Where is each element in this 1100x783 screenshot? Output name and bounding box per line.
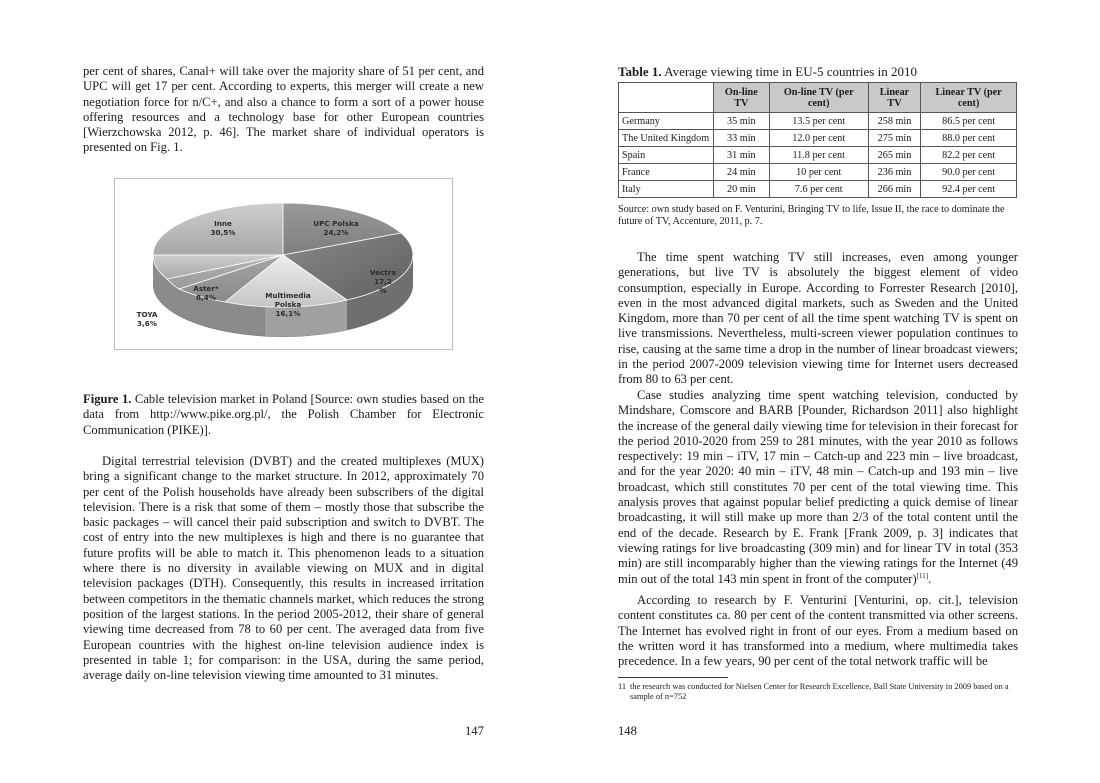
table-cell-linear-pct: 92.4 per cent	[921, 181, 1017, 198]
pie-label-upc-name: UPC Polska	[313, 219, 359, 228]
table-cell-country: France	[619, 164, 714, 181]
table-row	[619, 113, 1017, 130]
table-cell-online: 20 min	[714, 181, 770, 198]
table-cell-online: 35 min	[714, 113, 770, 130]
table-cell-online-pct: 7.6 per cent	[769, 181, 868, 198]
figure-caption-label: Figure 1.	[83, 392, 132, 406]
table-cell-online: 33 min	[714, 130, 770, 147]
pie-label-multimedia-name1: Multimedia	[265, 291, 311, 300]
table-title-label: Table 1.	[618, 64, 662, 79]
table-title	[618, 64, 917, 80]
table-cell-linear: 275 min	[868, 130, 920, 147]
footnote-divider	[618, 677, 728, 678]
figure-caption	[83, 392, 484, 438]
table-header-linear-tv-pct: Linear TV (per cent)	[921, 83, 1017, 113]
pie-label-toya-value: 3,6%	[137, 319, 157, 328]
pie-label-inne-value: 30,5%	[210, 228, 236, 237]
table-row	[619, 164, 1017, 181]
table-cell-online-pct: 13.5 per cent	[769, 113, 868, 130]
table-header-row	[619, 83, 1017, 113]
table-row	[619, 130, 1017, 147]
table-cell-online: 31 min	[714, 147, 770, 164]
pie-label-toya-name: TOYA	[136, 310, 158, 319]
pie-label-multimedia-value: 16,1%	[275, 309, 301, 318]
pie-label-vectra-name: Vectra	[369, 268, 397, 277]
paragraph-live-tv: The time spent watching TV still increases, even among younger generations, but live TV is absolutely the biggest element of video consumption, especially in Europe. According to Forrester Research [2010], even in the most advanced digital markets, such as Sweden and the United Kingdom, more than 70 per cent of all the time spent watching TV is spent on live transmissions. Nevertheless, multi-screen viewer population continues to rise, causing at the same time a drop in the number of linear broadcast viewers; in the period 2007-2009 television viewing time for Internet users decreased from 80 to 63 per cent.	[618, 250, 1018, 387]
table-cell-online-pct: 12.0 per cent	[769, 130, 868, 147]
table-cell-linear-pct: 82.2 per cent	[921, 147, 1017, 164]
paragraph-case-studies-end: .	[928, 571, 932, 586]
table-cell-country: Italy	[619, 181, 714, 198]
intro-paragraph: per cent of shares, Canal+ will take over the majority share of 51 per cent, and UPC will get 17 per cent. According to experts, this merger will create a new negotiation force for n/C+, and also a chance to form a sort of a power house offering resources and a technology base for other European countries [Wierzchowska 2012, p. 46]. The market share of individual operators is presented on Fig. 1.	[83, 64, 484, 155]
pie-label-aster-value: 8,4%	[196, 293, 216, 302]
paragraph-case-studies-text: Case studies analyzing time spent watching television, conducted by Mindshare, Comscore and BARB [Pounder, Richardson 2011] also highlight the increase of the general daily viewing time for television in their forecast for the period 2010-2020 from 259 to 281 minutes, with the year 2010 as follows respectively: 19 min – iTV, 17 min – Catch-up and 223 min – live broadcast, and for the year 2020: 40 min – iTV, 48 min – Catch-up and 193 min – live broadcast, which still constitutes 70 per cent of the total viewing time. This analysis proves that against popular belief predicting a quick demise of linear broadcasting, it will still make up more than 2/3 of the total content until the end of the decade. Research by E. Frank [Frank 2009, p. 3] indicates that viewing ratings for live broadcasting (309 min) and for linear TV in total (353 min) are still incomparably higher than the viewing ratings for the Internet (49 min out of the total 143 min spent in front of the computer)	[618, 388, 1018, 586]
paragraph-venturini: According to research by F. Venturini [Venturini, op. cit.], television content constitutes ca. 80 per cent of the content transmitted via other screens. The Internet has evolved right in front of our eyes. From a medium based on the written word it has transformed into a medium, where multimedia takes precedence. In a few years, 90 per cent of the total network traffic will be	[618, 593, 1018, 669]
pie-chart	[115, 179, 452, 349]
footnote-reference: [11]	[916, 571, 929, 580]
footnote-text: the research was conducted for Nielsen Center for Research Excellence, Ball State University in 2009 based on a sample of n=752	[630, 682, 1009, 702]
table-cell-linear: 265 min	[868, 147, 920, 164]
dvbt-paragraph: Digital terrestrial television (DVBT) and the created multiplexes (MUX) bring a significant change to the market structure. In 2012, approximately 70 per cent of the Polish households have already been subscribers of the digital television. There is a risk that some of them – mostly those that subscribe the basic packages – will cancel their paid subscription and switch to DVBT. The cost of entry into the new multiplexes is high and there is no guarantee that future profits will be able to match it. This phenomenon leads to a situation where there is no diversity in available viewing on MUX and in digital television packages (DTH). Consequently, this results in increased irritation between competitors in the thematic channels market, which reduces the strong position of the largest stations. In the period 2005-2012, their share of general viewing time decreased from 78 to 60 per cent. The averaged data from five European countries with the highest on-line television audience index is presented in table 1; for comparison: in the USA, during the same period, average daily on-line television viewing time amounted to 31 minutes.	[83, 454, 484, 683]
pie-label-upc-value: 24,2%	[323, 228, 349, 237]
footnote-number: 11	[618, 682, 627, 691]
table-cell-country: Germany	[619, 113, 714, 130]
pie-label-aster-name: Aster*	[193, 284, 219, 293]
page-number-right: 148	[618, 724, 637, 738]
table-cell-linear: 258 min	[868, 113, 920, 130]
table-cell-linear-pct: 86.5 per cent	[921, 113, 1017, 130]
footnote	[618, 682, 1018, 703]
table-cell-online: 24 min	[714, 164, 770, 181]
table-cell-online-pct: 10 per cent	[769, 164, 868, 181]
pie-label-inne-name: Inne	[214, 219, 232, 228]
table-header-linear-tv: Linear TV	[868, 83, 920, 113]
table-cell-country: Spain	[619, 147, 714, 164]
table-cell-online-pct: 11.8 per cent	[769, 147, 868, 164]
figure-caption-text: Cable television market in Poland [Source: own studies based on the data from http://www.pike.org.pl/, the Polish Chamber for Electronic Communication (PIKE)].	[83, 392, 485, 437]
table-title-text: Average viewing time in EU-5 countries in 2010	[664, 64, 917, 79]
table-cell-linear-pct: 88.0 per cent	[921, 130, 1017, 147]
table-header-online-tv-pct: On-line TV (per cent)	[769, 83, 868, 113]
table-row	[619, 147, 1017, 164]
page-number-left: 147	[465, 724, 484, 738]
pie-chart-figure	[114, 178, 453, 350]
table-cell-linear: 236 min	[868, 164, 920, 181]
pie-label-multimedia-name2: Polska	[274, 300, 302, 309]
table-cell-linear: 266 min	[868, 181, 920, 198]
table-cell-linear-pct: 90.0 per cent	[921, 164, 1017, 181]
paragraph-case-studies	[618, 388, 1018, 587]
pie-label-vectra-pct: %	[379, 286, 387, 295]
table-header-online-tv: On-line TV	[714, 83, 770, 113]
table-cell-country: The United Kingdom	[619, 130, 714, 147]
viewing-time-table	[618, 82, 1017, 198]
table-header-blank	[619, 83, 714, 113]
table-row	[619, 181, 1017, 198]
table-source: Source: own study based on F. Venturini, Bringing TV to life, Issue II, the race to dominate the future of TV, Accenture, 2011, p. 7.	[618, 204, 1005, 228]
pie-label-vectra-value: 17,2	[374, 277, 392, 286]
